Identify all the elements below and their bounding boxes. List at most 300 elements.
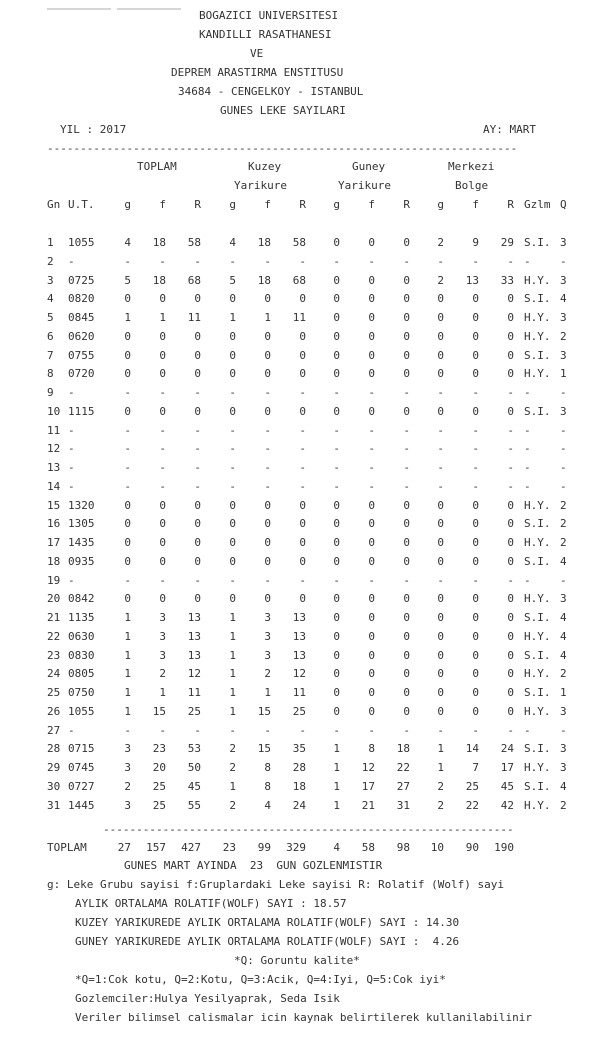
table-cell-center-r: 45	[500, 780, 514, 793]
top-tab-1[interactable]	[47, 8, 111, 10]
top-tab-strip	[47, 0, 187, 3]
table-cell-total-f: 3	[159, 630, 166, 643]
table-cell-quality: -	[560, 442, 567, 455]
table-cell-north-f: 0	[264, 536, 271, 549]
table-cell-ut: -	[68, 461, 75, 474]
table-cell-north-f: 2	[264, 667, 271, 680]
table-cell-center-r: -	[507, 442, 514, 455]
table-cell-north-g: 0	[229, 330, 236, 343]
table-cell-total-f: 23	[152, 742, 166, 755]
table-cell-center-f: -	[472, 424, 479, 437]
table-cell-center-f: 0	[472, 555, 479, 568]
table-cell-total-g: 4	[124, 236, 131, 249]
table-cell-total-r: 0	[194, 517, 201, 530]
table-cell-total-r: 13	[187, 611, 201, 624]
table-cell-day: 8	[47, 367, 54, 380]
table-cell-north-g: -	[229, 574, 236, 587]
north-average: KUZEY YARIKUREDE AYLIK ORTALAMA ROLATIF(WOLF) SAYI : 14.30	[75, 916, 460, 929]
table-cell-north-r: 0	[299, 367, 306, 380]
observed-days: GUNES MART AYINDA 23 GUN GOZLENMISTIR	[124, 859, 383, 872]
table-cell-south-g: 0	[333, 292, 340, 305]
table-cell-center-f: 0	[472, 611, 479, 624]
table-cell-total-f: -	[159, 461, 166, 474]
table-cell-quality: 3	[560, 311, 567, 324]
table-cell-north-r: 25	[292, 705, 306, 718]
table-cell-total-g: 3	[124, 799, 131, 812]
table-cell-quality: -	[560, 574, 567, 587]
table-cell-quality: 2	[560, 667, 567, 680]
column-header-total-g: g	[124, 198, 131, 211]
table-cell-south-f: 0	[368, 330, 375, 343]
table-cell-center-f: 0	[472, 405, 479, 418]
table-cell-total-r: 53	[187, 742, 201, 755]
table-cell-north-f: 18	[257, 274, 271, 287]
table-cell-south-r: 0	[403, 367, 410, 380]
table-cell-north-f: 3	[264, 630, 271, 643]
header-line-6: GUNES LEKE SAYILARI	[220, 104, 346, 117]
table-cell-north-r: -	[299, 255, 306, 268]
table-cell-north-r: 13	[292, 630, 306, 643]
table-cell-north-r: -	[299, 480, 306, 493]
table-cell-center-r: 0	[507, 536, 514, 549]
totals-cell-total-g: 27	[117, 841, 131, 854]
table-cell-center-f: 0	[472, 292, 479, 305]
table-cell-south-g: 0	[333, 555, 340, 568]
table-cell-ut: 1055	[68, 236, 95, 249]
table-cell-total-g: 1	[124, 311, 131, 324]
column-header-south-r: R	[403, 198, 410, 211]
table-cell-total-f: -	[159, 724, 166, 737]
table-cell-south-f: 0	[368, 705, 375, 718]
table-cell-ut: 0620	[68, 330, 95, 343]
table-cell-total-g: -	[124, 255, 131, 268]
table-cell-center-r: 24	[500, 742, 514, 755]
table-cell-south-f: 0	[368, 555, 375, 568]
table-cell-north-f: 4	[264, 799, 271, 812]
table-cell-center-g: 2	[437, 799, 444, 812]
table-cell-total-f: 0	[159, 555, 166, 568]
table-cell-ut: -	[68, 574, 75, 587]
table-cell-north-r: 35	[292, 742, 306, 755]
table-cell-ut: 1055	[68, 705, 95, 718]
table-cell-center-g: 0	[437, 611, 444, 624]
table-cell-north-f: -	[264, 386, 271, 399]
table-cell-total-f: 25	[152, 780, 166, 793]
table-cell-center-r: 29	[500, 236, 514, 249]
table-cell-observer: S.I.	[524, 780, 551, 793]
table-cell-center-g: 1	[437, 761, 444, 774]
table-cell-total-g: 0	[124, 330, 131, 343]
table-cell-center-g: -	[437, 461, 444, 474]
table-cell-north-r: 11	[292, 686, 306, 699]
table-cell-north-r: 13	[292, 649, 306, 662]
table-cell-observer: S.I.	[524, 649, 551, 662]
table-cell-quality: 4	[560, 630, 567, 643]
table-cell-ut: 0845	[68, 311, 95, 324]
table-cell-total-r: 0	[194, 349, 201, 362]
table-cell-north-g: 0	[229, 517, 236, 530]
table-cell-north-r: 12	[292, 667, 306, 680]
table-cell-north-r: 11	[292, 311, 306, 324]
table-cell-center-r: 17	[500, 761, 514, 774]
table-cell-center-r: -	[507, 480, 514, 493]
table-cell-ut: -	[68, 442, 75, 455]
table-cell-quality: 2	[560, 536, 567, 549]
table-cell-ut: -	[68, 724, 75, 737]
table-cell-south-f: -	[368, 255, 375, 268]
table-cell-south-g: 0	[333, 349, 340, 362]
table-cell-ut: 0935	[68, 555, 95, 568]
table-cell-day: 2	[47, 255, 54, 268]
table-cell-total-g: 1	[124, 705, 131, 718]
table-cell-quality: 3	[560, 742, 567, 755]
table-cell-total-f: 0	[159, 292, 166, 305]
table-cell-south-r: -	[403, 255, 410, 268]
group-header-merkezi: Merkezi	[448, 160, 495, 173]
table-cell-south-g: 0	[333, 405, 340, 418]
table-cell-total-f: 18	[152, 274, 166, 287]
table-cell-south-r: 0	[403, 405, 410, 418]
table-cell-center-r: 0	[507, 311, 514, 324]
table-cell-day: 24	[47, 667, 61, 680]
table-cell-observer: -	[524, 724, 531, 737]
table-cell-north-r: 0	[299, 405, 306, 418]
header-line-1: BOGAZICI UNIVERSITESI	[199, 9, 339, 22]
table-cell-total-r: -	[194, 461, 201, 474]
table-cell-total-f: 0	[159, 349, 166, 362]
table-cell-observer: -	[524, 461, 531, 474]
table-cell-total-g: 0	[124, 292, 131, 305]
table-cell-center-f: 7	[472, 761, 479, 774]
quality-scale: *Q=1:Cok kotu, Q=2:Kotu, Q=3:Acik, Q=4:Iyi, Q=5:Cok iyi*	[75, 973, 446, 986]
table-cell-south-r: -	[403, 724, 410, 737]
table-cell-center-r: 0	[507, 705, 514, 718]
table-cell-north-r: 0	[299, 349, 306, 362]
table-cell-total-g: -	[124, 424, 131, 437]
column-header-ut: U.T.	[68, 198, 95, 211]
table-cell-center-r: -	[507, 424, 514, 437]
table-cell-north-g: 0	[229, 592, 236, 605]
table-cell-ut: 0725	[68, 274, 95, 287]
table-cell-total-r: -	[194, 424, 201, 437]
table-cell-total-f: 20	[152, 761, 166, 774]
totals-cell-north-r: 329	[286, 841, 306, 854]
table-cell-north-g: 0	[229, 349, 236, 362]
totals-cell-north-f: 99	[257, 841, 271, 854]
table-cell-north-g: 0	[229, 405, 236, 418]
table-cell-south-g: -	[333, 442, 340, 455]
table-cell-ut: 0750	[68, 686, 95, 699]
table-cell-north-g: 5	[229, 274, 236, 287]
column-header-observer: Gzlm	[524, 198, 551, 211]
totals-label: TOPLAM	[47, 841, 87, 854]
table-cell-north-f: -	[264, 574, 271, 587]
column-header-north-f: f	[264, 198, 271, 211]
table-cell-quality: 3	[560, 761, 567, 774]
table-cell-center-r: 0	[507, 686, 514, 699]
table-cell-quality: 3	[560, 236, 567, 249]
table-cell-north-g: 1	[229, 649, 236, 662]
table-cell-total-r: 45	[187, 780, 201, 793]
column-header-center-g: g	[437, 198, 444, 211]
table-cell-quality: 3	[560, 274, 567, 287]
table-cell-south-r: 0	[403, 311, 410, 324]
table-cell-south-f: 0	[368, 292, 375, 305]
table-cell-center-f: 0	[472, 686, 479, 699]
table-cell-north-r: 0	[299, 517, 306, 530]
column-header-south-f: f	[368, 198, 375, 211]
totals-cell-center-r: 190	[494, 841, 514, 854]
divider-bottom: --------------------------------------------------------------	[103, 823, 514, 836]
table-cell-north-g: -	[229, 386, 236, 399]
table-cell-total-g: 3	[124, 742, 131, 755]
table-cell-center-r: -	[507, 386, 514, 399]
table-cell-north-f: 0	[264, 555, 271, 568]
table-cell-center-f: -	[472, 461, 479, 474]
table-cell-center-g: 0	[437, 405, 444, 418]
table-cell-center-f: 0	[472, 649, 479, 662]
table-cell-day: 20	[47, 592, 61, 605]
table-cell-north-g: 1	[229, 311, 236, 324]
table-cell-south-g: 0	[333, 592, 340, 605]
table-cell-ut: 0805	[68, 667, 95, 680]
table-cell-center-f: 0	[472, 536, 479, 549]
table-cell-north-f: 0	[264, 499, 271, 512]
table-cell-south-g: 0	[333, 499, 340, 512]
table-cell-total-r: 0	[194, 367, 201, 380]
table-cell-quality: 4	[560, 649, 567, 662]
table-cell-north-g: 0	[229, 367, 236, 380]
table-cell-ut: 0630	[68, 630, 95, 643]
table-cell-south-f: -	[368, 574, 375, 587]
table-cell-total-f: 0	[159, 367, 166, 380]
table-cell-total-f: -	[159, 574, 166, 587]
table-cell-center-r: 0	[507, 667, 514, 680]
table-cell-south-r: -	[403, 574, 410, 587]
table-cell-center-g: -	[437, 255, 444, 268]
table-cell-center-r: 0	[507, 499, 514, 512]
table-cell-center-f: 0	[472, 592, 479, 605]
table-cell-north-f: 1	[264, 686, 271, 699]
table-cell-center-g: -	[437, 442, 444, 455]
table-cell-north-f: 0	[264, 349, 271, 362]
table-cell-quality: 2	[560, 517, 567, 530]
table-cell-center-r: -	[507, 574, 514, 587]
table-cell-north-r: 0	[299, 499, 306, 512]
table-cell-center-g: 0	[437, 686, 444, 699]
table-cell-south-f: 0	[368, 649, 375, 662]
table-cell-north-g: 2	[229, 761, 236, 774]
table-cell-north-r: 0	[299, 555, 306, 568]
table-cell-south-g: 0	[333, 311, 340, 324]
table-cell-quality: 4	[560, 780, 567, 793]
table-cell-south-g: -	[333, 724, 340, 737]
table-cell-ut: 0745	[68, 761, 95, 774]
table-cell-ut: -	[68, 255, 75, 268]
south-average: GUNEY YARIKUREDE AYLIK ORTALAMA ROLATIF(WOLF) SAYI : 4.26	[75, 935, 460, 948]
table-cell-ut: 1320	[68, 499, 95, 512]
table-cell-center-r: 0	[507, 630, 514, 643]
table-cell-total-f: 0	[159, 592, 166, 605]
table-cell-south-f: 8	[368, 742, 375, 755]
table-cell-south-f: 0	[368, 536, 375, 549]
table-cell-total-g: 0	[124, 517, 131, 530]
table-cell-south-r: 0	[403, 667, 410, 680]
table-cell-center-g: 0	[437, 667, 444, 680]
table-cell-total-g: 0	[124, 555, 131, 568]
column-header-south-g: g	[333, 198, 340, 211]
table-cell-south-f: 0	[368, 592, 375, 605]
table-cell-north-r: 13	[292, 611, 306, 624]
table-cell-total-r: -	[194, 386, 201, 399]
table-cell-center-g: 0	[437, 536, 444, 549]
table-cell-quality: -	[560, 480, 567, 493]
table-cell-day: 23	[47, 649, 61, 662]
table-cell-ut: 0715	[68, 742, 95, 755]
table-cell-south-f: 0	[368, 274, 375, 287]
table-cell-center-f: 9	[472, 236, 479, 249]
table-cell-total-r: 68	[187, 274, 201, 287]
group-header-guney: Guney	[352, 160, 386, 173]
table-cell-total-f: 0	[159, 517, 166, 530]
table-cell-observer: -	[524, 480, 531, 493]
table-cell-center-g: 0	[437, 311, 444, 324]
table-cell-total-f: 1	[159, 311, 166, 324]
table-cell-day: 26	[47, 705, 61, 718]
divider-top: -----------------------------------------------------------------------	[47, 142, 518, 155]
table-cell-north-g: 1	[229, 705, 236, 718]
table-cell-total-f: -	[159, 386, 166, 399]
table-cell-south-f: 0	[368, 611, 375, 624]
column-header-day: Gn	[47, 198, 61, 211]
table-cell-total-r: 11	[187, 686, 201, 699]
table-cell-total-r: 0	[194, 536, 201, 549]
table-cell-north-f: 0	[264, 292, 271, 305]
table-cell-center-g: -	[437, 574, 444, 587]
table-cell-north-f: 0	[264, 592, 271, 605]
table-cell-total-g: -	[124, 461, 131, 474]
table-cell-south-r: 0	[403, 630, 410, 643]
table-cell-center-f: 0	[472, 367, 479, 380]
table-cell-ut: 0720	[68, 367, 95, 380]
table-cell-center-f: 0	[472, 311, 479, 324]
table-cell-quality: -	[560, 461, 567, 474]
table-cell-north-r: -	[299, 461, 306, 474]
totals-cell-south-g: 4	[333, 841, 340, 854]
table-cell-total-r: 0	[194, 330, 201, 343]
table-cell-south-r: 18	[396, 742, 410, 755]
table-cell-north-g: 1	[229, 667, 236, 680]
table-cell-total-r: 0	[194, 405, 201, 418]
table-cell-total-r: 12	[187, 667, 201, 680]
table-cell-day: 22	[47, 630, 61, 643]
table-cell-total-r: 50	[187, 761, 201, 774]
table-cell-south-r: 0	[403, 611, 410, 624]
table-cell-south-g: -	[333, 424, 340, 437]
table-cell-day: 6	[47, 330, 54, 343]
table-cell-north-r: -	[299, 386, 306, 399]
totals-cell-total-f: 157	[146, 841, 166, 854]
table-cell-south-g: 0	[333, 611, 340, 624]
table-cell-total-r: 0	[194, 592, 201, 605]
table-cell-total-g: 0	[124, 536, 131, 549]
table-cell-quality: -	[560, 386, 567, 399]
table-cell-south-g: 0	[333, 517, 340, 530]
table-cell-north-g: 0	[229, 499, 236, 512]
table-cell-center-r: -	[507, 255, 514, 268]
table-cell-center-g: 0	[437, 592, 444, 605]
header-line-4: DEPREM ARASTIRMA ENSTITUSU	[171, 66, 344, 79]
table-cell-south-r: 0	[403, 499, 410, 512]
table-cell-total-r: 13	[187, 649, 201, 662]
table-cell-quality: 2	[560, 499, 567, 512]
table-cell-observer: H.Y.	[524, 630, 551, 643]
table-cell-observer: -	[524, 442, 531, 455]
table-cell-total-g: 1	[124, 686, 131, 699]
table-cell-day: 28	[47, 742, 61, 755]
table-cell-south-g: 0	[333, 649, 340, 662]
table-cell-ut: 1435	[68, 536, 95, 549]
table-cell-total-g: -	[124, 442, 131, 455]
table-cell-south-g: 0	[333, 536, 340, 549]
table-cell-south-r: -	[403, 424, 410, 437]
table-cell-ut: 0727	[68, 780, 95, 793]
table-cell-total-g: 0	[124, 349, 131, 362]
table-cell-center-f: 14	[465, 742, 479, 755]
table-cell-north-f: 0	[264, 367, 271, 380]
table-cell-quality: -	[560, 424, 567, 437]
table-cell-quality: 3	[560, 405, 567, 418]
table-cell-observer: S.I.	[524, 405, 551, 418]
table-cell-north-f: 15	[257, 705, 271, 718]
table-cell-south-r: -	[403, 386, 410, 399]
table-cell-observer: H.Y.	[524, 761, 551, 774]
table-cell-center-f: -	[472, 386, 479, 399]
table-cell-center-f: -	[472, 724, 479, 737]
table-cell-day: 30	[47, 780, 61, 793]
table-cell-center-g: 0	[437, 555, 444, 568]
table-cell-north-f: -	[264, 724, 271, 737]
table-cell-day: 10	[47, 405, 61, 418]
table-cell-total-r: 58	[187, 236, 201, 249]
table-cell-north-g: -	[229, 442, 236, 455]
table-cell-center-g: 0	[437, 705, 444, 718]
table-cell-center-g: 0	[437, 649, 444, 662]
table-cell-total-g: -	[124, 574, 131, 587]
group-header-toplam: TOPLAM	[137, 160, 177, 173]
table-cell-day: 3	[47, 274, 54, 287]
table-cell-south-r: 0	[403, 349, 410, 362]
top-tab-2[interactable]	[117, 8, 181, 10]
table-cell-center-g: 2	[437, 236, 444, 249]
table-cell-day: 31	[47, 799, 61, 812]
table-cell-south-g: 0	[333, 236, 340, 249]
table-cell-day: 29	[47, 761, 61, 774]
table-cell-total-g: 1	[124, 630, 131, 643]
table-cell-north-f: -	[264, 442, 271, 455]
table-cell-total-g: 3	[124, 761, 131, 774]
year-label: YIL : 2017	[60, 123, 127, 136]
table-cell-north-g: 1	[229, 630, 236, 643]
table-cell-south-f: 0	[368, 236, 375, 249]
table-cell-total-f: -	[159, 442, 166, 455]
table-cell-center-r: 0	[507, 367, 514, 380]
table-cell-total-f: 25	[152, 799, 166, 812]
table-cell-north-g: 4	[229, 236, 236, 249]
table-cell-day: 7	[47, 349, 54, 362]
table-cell-observer: H.Y.	[524, 667, 551, 680]
table-cell-north-g: -	[229, 724, 236, 737]
